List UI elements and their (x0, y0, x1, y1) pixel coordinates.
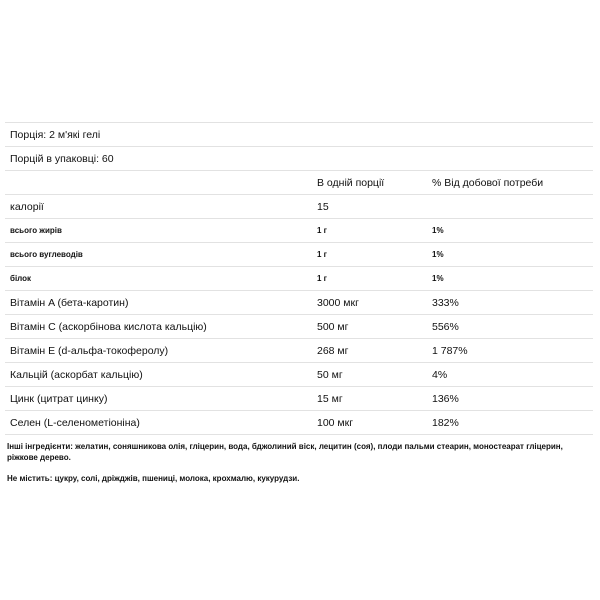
servings-per-container: Порцій в упаковці: 60 (5, 147, 593, 171)
header-amount: В одній порції (312, 171, 427, 195)
free-of: Не містить: цукру, солі, дріжджів, пшениці, молока, крохмалю, кукурудзи. (7, 474, 300, 483)
supplement-facts-table (5, 122, 593, 435)
nutrient-amount: 1 г (312, 267, 427, 291)
nutrient-daily-value: 1% (427, 267, 593, 291)
servings-per-container-row (5, 147, 593, 171)
nutrient-name: Цинк (цитрат цинку) (5, 387, 312, 411)
nutrient-daily-value: 4% (427, 363, 593, 387)
notes (5, 435, 593, 484)
header-row (5, 171, 593, 195)
other-ingredients: Інші інгредієнти: желатин, соняшникова олія, гліцерин, вода, бджолиний віск, лецитин (соя), плоди пальми стеарин, моностеарат гліцерин, ріжкове дерево. (7, 442, 563, 462)
nutrient-name: всього вуглеводів (5, 243, 312, 267)
nutrient-daily-value: 1 787% (427, 339, 593, 363)
nutrient-amount: 500 мг (312, 315, 427, 339)
nutrient-amount: 15 мг (312, 387, 427, 411)
nutrient-name: Вітамін C (аскорбінова кислота кальцію) (5, 315, 312, 339)
nutrient-name: білок (5, 267, 312, 291)
nutrient-daily-value: 136% (427, 387, 593, 411)
supplement-facts-panel (5, 122, 593, 494)
nutrient-daily-value (427, 195, 593, 219)
nutrient-name: всього жирів (5, 219, 312, 243)
nutrient-name: Вітамін E (d-альфа-токоферолу) (5, 339, 312, 363)
table-row (5, 411, 593, 435)
header-name-cell (5, 171, 312, 195)
nutrient-daily-value: 333% (427, 291, 593, 315)
serving-size-row (5, 123, 593, 147)
table-row (5, 291, 593, 315)
nutrient-name: Кальцій (аскорбат кальцію) (5, 363, 312, 387)
nutrient-daily-value: 556% (427, 315, 593, 339)
nutrient-daily-value: 182% (427, 411, 593, 435)
nutrient-name: калорії (5, 195, 312, 219)
nutrient-amount: 1 г (312, 243, 427, 267)
table-row (5, 387, 593, 411)
table-row (5, 267, 593, 291)
table-row (5, 339, 593, 363)
nutrient-amount: 50 мг (312, 363, 427, 387)
nutrient-daily-value: 1% (427, 243, 593, 267)
nutrient-amount: 1 г (312, 219, 427, 243)
nutrient-rows (5, 195, 593, 435)
table-row (5, 219, 593, 243)
serving-size: Порція: 2 м'які гелі (5, 123, 593, 147)
header-daily-value: % Від добової потреби (427, 171, 593, 195)
nutrient-amount: 3000 мкг (312, 291, 427, 315)
nutrient-amount: 15 (312, 195, 427, 219)
nutrient-name: Селен (L-селенометіоніна) (5, 411, 312, 435)
nutrient-amount: 100 мкг (312, 411, 427, 435)
table-row (5, 243, 593, 267)
nutrient-daily-value: 1% (427, 219, 593, 243)
nutrient-amount: 268 мг (312, 339, 427, 363)
table-row (5, 315, 593, 339)
table-row (5, 195, 593, 219)
table-row (5, 363, 593, 387)
nutrient-name: Вітамін A (бета-каротин) (5, 291, 312, 315)
